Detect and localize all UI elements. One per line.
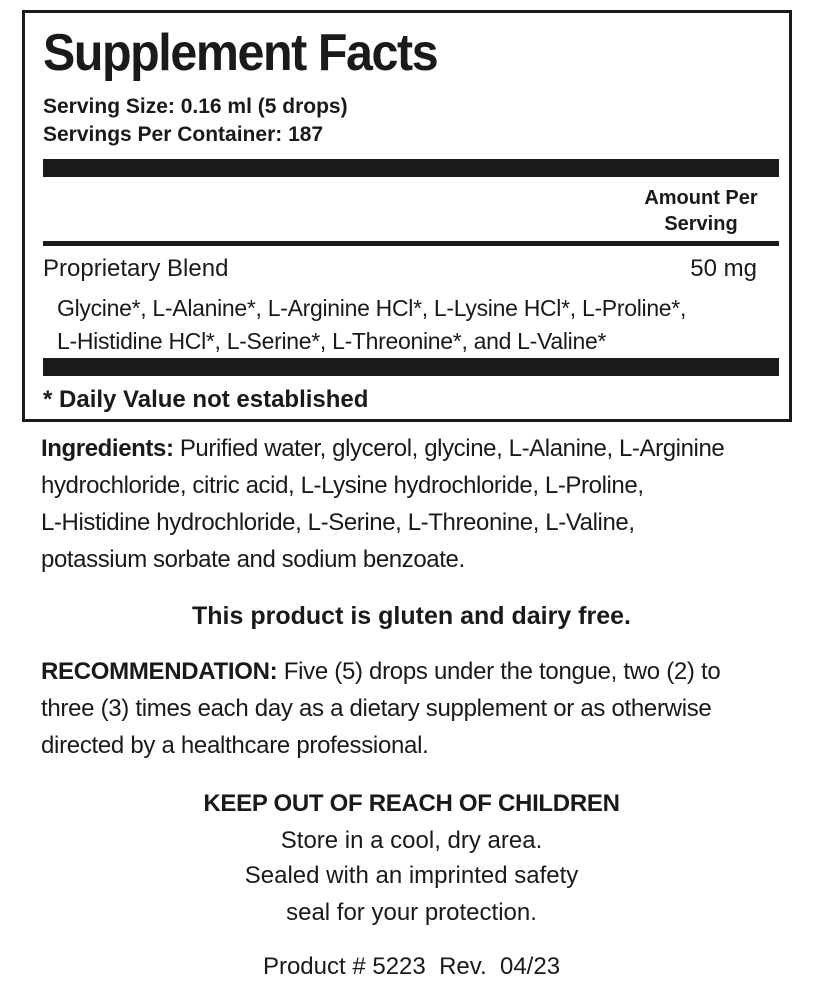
panel-title: Supplement Facts: [43, 24, 438, 82]
amount-header-line2: Serving: [664, 213, 738, 235]
divider-thick-bottom: [43, 358, 779, 376]
ingredients-text: Purified water, glycerol, glycine, L-Alanine, L-Arginine: [173, 435, 725, 462]
blend-name: Proprietary Blend: [43, 255, 229, 282]
blend-components-line: Glycine*, L-Alanine*, L-Arginine HCl*, L-Lysine HCl*, L-Proline*,: [57, 295, 687, 321]
blend-components-line: L-Histidine HCl*, L-Serine*, L-Threonine*, and L-Valine*: [57, 328, 607, 354]
divider-thin: [43, 241, 779, 246]
supplement-facts-panel: [22, 10, 792, 422]
gluten-dairy-statement: This product is gluten and dairy free.: [192, 602, 631, 630]
recommendation-label: RECOMMENDATION:: [41, 658, 278, 685]
amount-per-serving-header: [631, 185, 771, 237]
product-code: Product # 5223 Rev. 04/23: [262, 953, 561, 980]
blend-amount: 50 mg: [690, 255, 757, 282]
blend-components: [57, 292, 787, 358]
ingredients-label: Ingredients:: [41, 435, 174, 462]
serving-size: Serving Size: 0.16 ml (5 drops): [43, 95, 348, 118]
divider-thick-top: [43, 159, 779, 177]
ingredients-text: hydrochloride, citric acid, L-Lysine hydrochloride, L-Proline,: [41, 472, 644, 499]
amount-header-line1: Amount Per: [644, 187, 758, 209]
seal-notice-line: Sealed with an imprinted safety: [244, 862, 579, 889]
servings-per-container: Servings Per Container: 187: [43, 123, 324, 146]
ingredients-text: potassium sorbate and sodium benzoate.: [41, 546, 465, 573]
ingredients-paragraph: [41, 430, 801, 578]
recommendation-text: Five (5) drops under the tongue, two (2) to: [277, 658, 721, 685]
recommendation-paragraph: [41, 653, 811, 764]
keep-out-warning: KEEP OUT OF REACH OF CHILDREN: [203, 790, 620, 817]
ingredients-text: L-Histidine hydrochloride, L-Serine, L-Threonine, L-Valine,: [41, 509, 635, 536]
recommendation-text: three (3) times each day as a dietary supplement or as otherwise: [41, 695, 712, 722]
seal-notice-line: seal for your protection.: [286, 899, 537, 926]
storage-instruction: Store in a cool, dry area.: [280, 827, 543, 854]
recommendation-text: directed by a healthcare professional.: [41, 732, 429, 759]
daily-value-note: * Daily Value not established: [43, 386, 369, 413]
